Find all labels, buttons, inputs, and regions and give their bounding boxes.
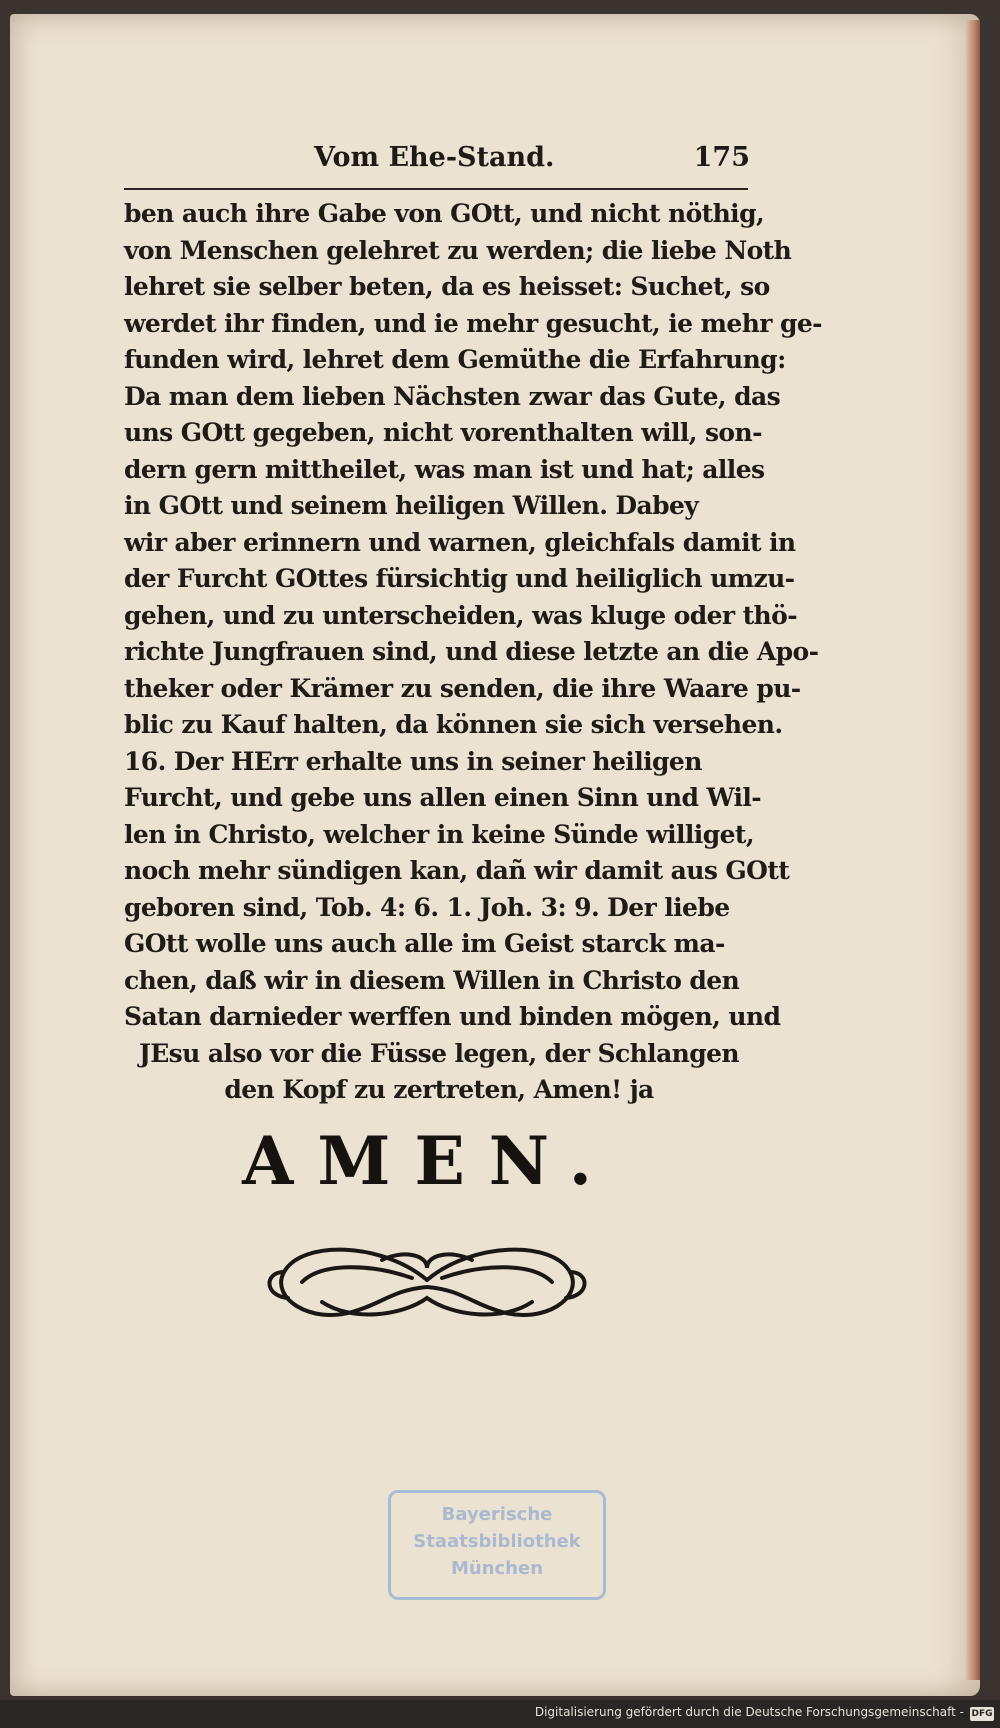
text-line: richte Jungfrauen sind, und diese letzte an die Apo- [124,637,819,666]
stamp-line: Staatsbibliothek [413,1531,581,1552]
header-rule [124,188,748,190]
text-line: GOtt wolle uns auch alle im Geist starck ma- [124,929,725,958]
text-line-centered: JEsu also vor die Füsse legen, der Schlangen [138,1038,740,1068]
text-line: 16. Der HErr erhalte uns in seiner heiligen [124,746,702,776]
library-stamp [388,1490,606,1600]
text-line: Satan darnieder werffen und binden mögen, und [124,1002,781,1031]
dfg-logo-icon: DFG [971,1709,993,1719]
footer-credit: Digitalisierung gefördert durch die Deutsche Forschungsgemeinschaft - [534,1705,964,1719]
footer-bar [0,1700,1000,1728]
stamp-line: Bayerische [441,1504,553,1525]
text-line: in GOtt und seinem heiligen Willen. Dabey [124,491,699,520]
text-line: ben auch ihre Gabe von GOtt, und nicht nöthig, [124,199,765,228]
ornament-flourish-icon [262,1232,592,1332]
body-text [124,196,822,1109]
page-edge [966,20,980,1680]
text-line: chen, daß wir in diesem Willen in Christo den [124,965,740,995]
stamp-line: München [450,1558,544,1579]
text-line: Furcht, und gebe uns allen einen Sinn und Wil- [124,783,762,812]
text-line: noch mehr sündigen kan, dañ wir damit aus GOtt [124,856,790,885]
text-line: funden wird, lehret dem Gemüthe die Erfahrung: [124,345,786,374]
text-line: gehen, und zu unterscheiden, was kluge oder thö- [124,600,797,630]
text-line: theker oder Krämer zu senden, die ihre Waare pu- [124,673,801,703]
page-header [124,140,750,184]
text-line: der Furcht GOttes fürsichtig und heiliglich umzu- [124,564,795,593]
text-line-centered: den Kopf zu zertreten, Amen! ja [224,1075,654,1104]
text-line: uns GOtt gegeben, nicht vorenthalten will, son- [124,418,762,447]
text-line: geboren sind, Tob. 4: 6. 1. Joh. 3: 9. Der liebe [124,892,730,922]
text-line: lehret sie selber beten, da es heisset: Suchet, so [124,272,770,301]
text-line: werdet ihr finden, und ie mehr gesucht, ie mehr ge- [124,308,822,338]
text-line: len in Christo, welcher in keine Sünde williget, [124,819,754,849]
text-line: dern gern mittheilet, was man ist und hat; alles [124,454,765,484]
running-title: Vom Ehe-Stand. [314,142,555,173]
text-line: Da man dem lieben Nächsten zwar das Gute, das [124,381,781,411]
text-line: von Menschen gelehret zu werden; die liebe Noth [124,235,792,265]
page-number: 175 [693,142,750,173]
amen-heading: AMEN. [242,1122,616,1200]
text-line: blic zu Kauf halten, da können sie sich versehen. [124,710,783,739]
text-line: wir aber erinnern und warnen, gleichfals damit in [124,527,796,557]
